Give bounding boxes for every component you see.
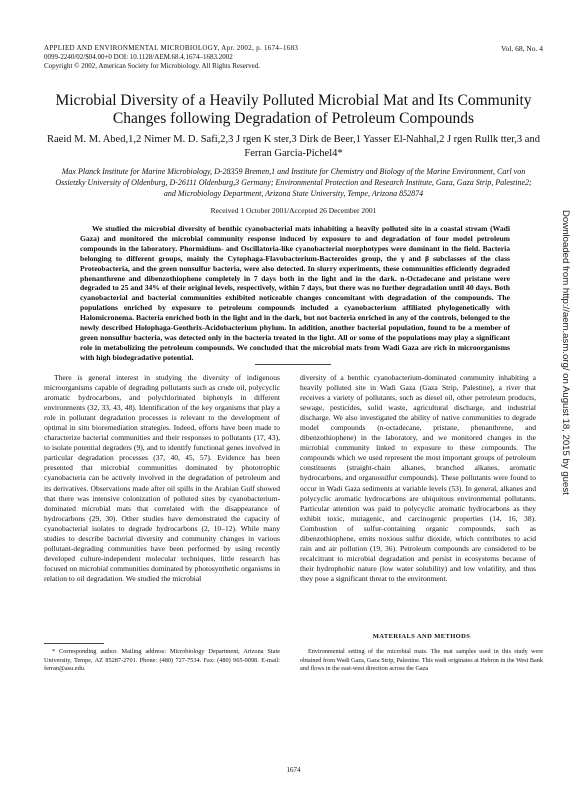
corresponding-author-footnote: * Corresponding author. Mailing address: Microbiology Department, Arizona State University, Tempe, AZ 85287-2701. Phone: (480) 727-7534. Fax: (480) 965-0098. E-mail: ferran@asu.edu. <box>44 648 280 673</box>
copyright-line: Copyright © 2002, American Society for Microbiology. All Rights Reserved. <box>44 62 261 70</box>
volume-label: Vol. 68, No. 4 <box>501 44 543 53</box>
download-watermark <box>557 210 585 550</box>
intro-left-column: There is general interest in studying the diversity of indigenous microorganisms capable of degrading pollutants such as crude oil, polycyclic aromatic hydrocarbons, and polychlorinated biphenyls in different environments (32, 33, 43, 48). Identification of the key organisms that play a role in pollutant degradation processes is relevant to the development of optimal in situ bioremediation strategies. Indeed, efforts have been made to characterize bacterial communities and their responses to pollutants (17, 43), to isolate potential degraders (9), and to identify functional genes involved in particular degradation processes (37, 40, 45, 57). Evidence has been presented that microbial communities dominated by phototrophic cyanobacteria can be actively involved in the degradation of petroleum and its derivatives. Observations made after oil spills in the Arabian Gulf showed that there was intensive colonization of polluted sites by cyanobacterium-dominated microbial mats that correlated with the disappearance of hydrocarbons (29, 30). Other studies have demonstrated the capacity of cyanobacterial isolates to degrade hydrocarbons (2, 10–12). While many studies to describe bacterial diversity and community changes in various pollutant-degrading communities have been performed by using recently developed culture-independent molecular techniques, little research has focused on microbial communities dominated by photosynthetic organisms in relation to oil degradation. We studied the microbial <box>44 373 280 583</box>
article-title: Microbial Diversity of a Heavily Polluted Microbial Mat and Its Community Changes following Degradation of Petroleum Compounds <box>55 92 532 127</box>
received-dates: Received 1 October 2001/Accepted 26 December 2001 <box>210 206 377 215</box>
abstract: We studied the microbial diversity of benthic cyanobacterial mats inhabiting a heavily polluted site in a coastal stream (Wadi Gaza) and monitored the microbial community response induced by exposure to and degradation of four model petroleum compounds in the laboratory. Phormidium- and Oscillatoria-like cyanobacterial morphotypes were dominant in the field. Bacteria belonging to different groups, mainly the Cytophaga-Flavobacterium-Bacteroides group, the γ and β subclasses of the class Proteobacteria, and the green nonsulfur bacteria, were also detected. In slurry experiments, these communities efficiently degraded phenanthrene and dibenzothiophene completely in 7 days both in the light and in the dark. n-Octadecane and pristane were degraded to 25 and 34% of their original levels, respectively, within 7 days, but there was no further degradation until 40 days. Both cyanobacterial and bacterial communities exhibited noticeable changes concomitant with degradation of the compounds. The populations enriched by exposure to petroleum compounds included a cyanobacterium affiliated phylogenetically with Halomicronema. Bacteria enriched both in the light and in the dark, but not bacteria enriched in any of the controls, belonged to the newly described Holophaga-Geothrix-Acidobacterium phylum. In addition, another bacterial population, found to be a member of green nonsulfur bacteria, was detected only in the bacteria treated in the light. All or some of the populations may play a significant role in metabolizing the petroleum compounds. We concluded that the microbial mats from Wadi Gaza are rich in microorganisms with high biodegradative potential. <box>80 224 510 362</box>
footnote-divider <box>44 643 104 644</box>
author-list: Raeid M. M. Abed,1,2 Nimer M. D. Safi,2,3 J rgen K ster,3 Dirk de Beer,1 Yasser El-Nahhal,2 J rgen Rullk tter,3 and Ferran Garcia-Pichel4* <box>47 134 540 159</box>
doi-line: 0099-2240/02/$04.00+0 DOI: 10.1128/AEM.68.4.1674–1683.2002 <box>44 53 233 61</box>
intro-right-column: diversity of a benthic cyanobacterium-dominated community inhabiting a heavily polluted site in Wadi Gaza (Gaza Strip, Palestine), a river that receives a variety of pollutants, such as diesel oil, other petroleum products, sewage, pesticides, solid waste, agricultural discharge, and industrial discharge. We also investigated the ability of native communities to degrade model compounds (n-octadecane, pristane, phenanthrene, and dibenzothiophene) in the laboratory, and we monitored changes in the microbial community linked to exposure to these compounds. The compounds which we used represent the most important groups of petroleum constituents (straight-chain alkanes, branched alkanes, aromatic hydrocarbons, and organosulfur compounds). These pollutants were found to occur in Wadi Gaza sediments at variable levels (53). In general, alkanes and polycyclic aromatic hydrocarbons are ubiquitous environmental pollutants. Particular attention was paid to polycyclic aromatic hydrocarbons as they exhibit toxic, mutagenic, and carcinogenic properties (14, 16, 38). Combustion of sulfur-containing organic compounds, such as dibenzothiophene, emits noxious sulfur dioxide, which contributes to acid rain and air pollution (19, 36). Petroleum compounds are considered to be recalcitrant to microbial degradation and persist in ecosystems because of their hydrophobic nature (low water solubility) and low volatility, and thus they pose a significant threat to the environment. <box>300 373 536 583</box>
journal-citation: APPLIED AND ENVIRONMENTAL MICROBIOLOGY, Apr. 2002, p. 1674–1683 <box>44 44 299 52</box>
page-number: 1674 <box>286 766 301 774</box>
methods-paragraph: Environmental setting of the microbial mats. The mat samples used in this study were obtained from Wadi Gaza, Gaza Strip, Palestine. This wadi originates at Hebron in the West Bank and flows in the east-west direction across the Gaza <box>300 648 543 672</box>
methods-heading: MATERIALS AND METHODS <box>372 633 471 640</box>
abstract-divider <box>255 364 331 365</box>
download-watermark-text[interactable]: Downloaded from http://aem.asm.org/ on August 18, 2015 by guest <box>560 210 571 495</box>
journal-header <box>44 44 404 71</box>
affiliations: Max Planck Institute for Marine Microbiology, D-28359 Bremen,1 and Institute for Chemistry and Biology of the Marine Environment, Carl von Ossietzky University of Oldenburg, D-26111 Oldenburg,3 Germany; Environmental Protection and Research Institute, Gaza, Gaza Strip, Palestine2; and Microbiology Department, Arizona State University, Tempe, Arizona 852874 <box>55 167 532 198</box>
